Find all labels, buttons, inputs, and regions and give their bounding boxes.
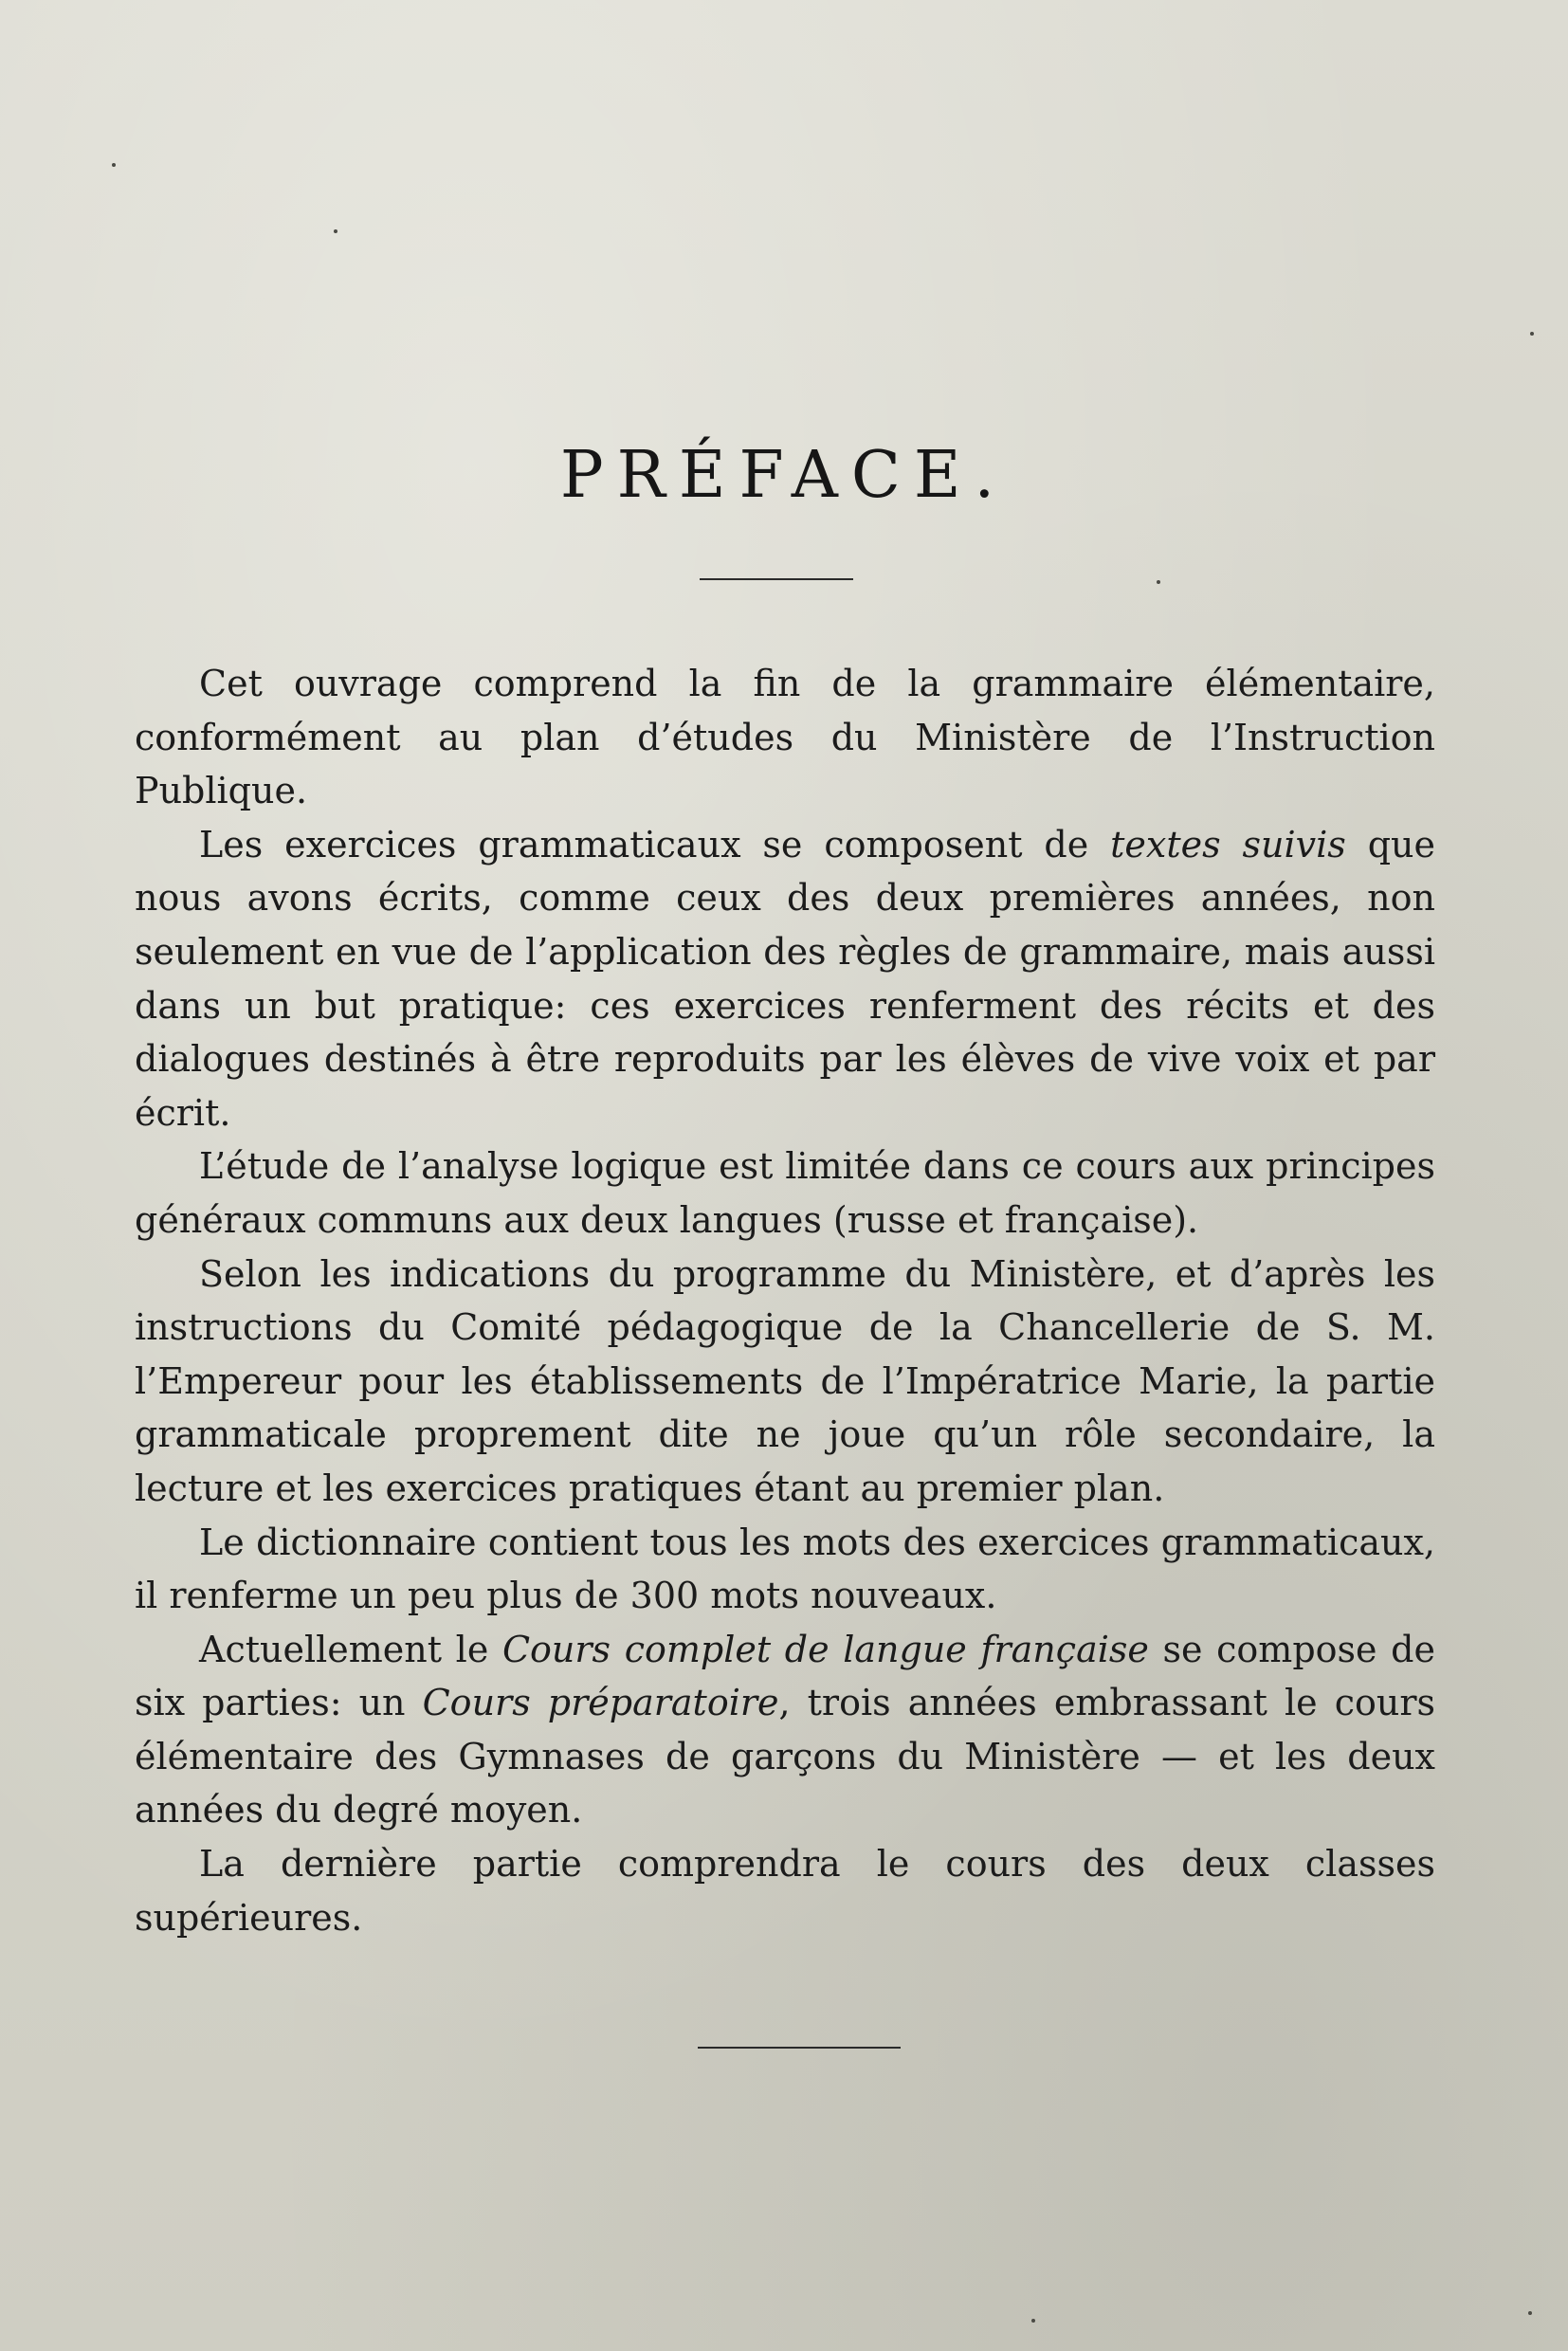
paragraph-6-text-b: se compose de six parties: un	[135, 1628, 1435, 1724]
paragraph-2-text-a: Les exercices grammaticaux se composent de	[199, 823, 1111, 866]
paragraph-6-italic-2: Cours préparatoire	[422, 1682, 779, 1724]
end-divider	[698, 2047, 901, 2049]
paper-speck	[1157, 580, 1160, 584]
paragraph-6-italic-1: Cours complet de langue française	[501, 1628, 1149, 1670]
paragraph-2	[135, 818, 1435, 1140]
paper-speck	[334, 229, 337, 233]
paragraph-4: Selon les indications du programme du Ministère, et d’après les instructions du Comité pédagogique de la Chancellerie de S. M. l’Empereur pour les établissements de l’Impératrice Marie, la partie grammaticale proprement dite ne joue qu’un rôle secondaire, la lecture et les exercices pratiques étant au premier plan.	[135, 1252, 1435, 1509]
paragraph-3: L’étude de l’analyse logique est limitée dans ce cours aux principes généraux communs aux deux langues (russe et française).	[135, 1145, 1435, 1241]
preface-body	[135, 657, 1435, 1944]
paragraph-2-italic: textes suivis	[1110, 823, 1346, 866]
paper-speck	[1031, 2319, 1035, 2323]
page-title: PRÉFACE.	[559, 438, 1009, 513]
paragraph-1: Cet ouvrage comprend la fin de la grammaire élémentaire, conformément au plan d’études du Ministère de l’Instruction Publique.	[135, 663, 1435, 812]
paragraph-7: La dernière partie comprendra le cours des deux classes supérieures.	[135, 1843, 1435, 1939]
paragraph-5: Le dictionnaire contient tous les mots des exercices grammaticaux, il renferme un peu plus de 300 mots nouveaux.	[135, 1521, 1435, 1617]
paragraph-2-text-b: que nous avons écrits, comme ceux des deux premières années, non seulement en vue de l’application des règles de grammaire, mais aussi dans un but pratique: ces exercices renferment des récits et des dialogues destinés à être reproduits par les élèves de vive voix et par écrit.	[135, 823, 1435, 1134]
paragraph-6-text-c: , trois années embrassant le cours élémentaire des Gymnases de garçons du Ministère — et les deux années du degré moyen.	[135, 1682, 1435, 1832]
title-divider	[700, 578, 853, 580]
paragraph-6-text-a: Actuellement le	[199, 1628, 502, 1670]
paragraph-6	[135, 1623, 1435, 1837]
paper-speck	[1528, 2311, 1532, 2315]
paper-speck	[1530, 332, 1534, 336]
paper-speck	[112, 163, 116, 167]
